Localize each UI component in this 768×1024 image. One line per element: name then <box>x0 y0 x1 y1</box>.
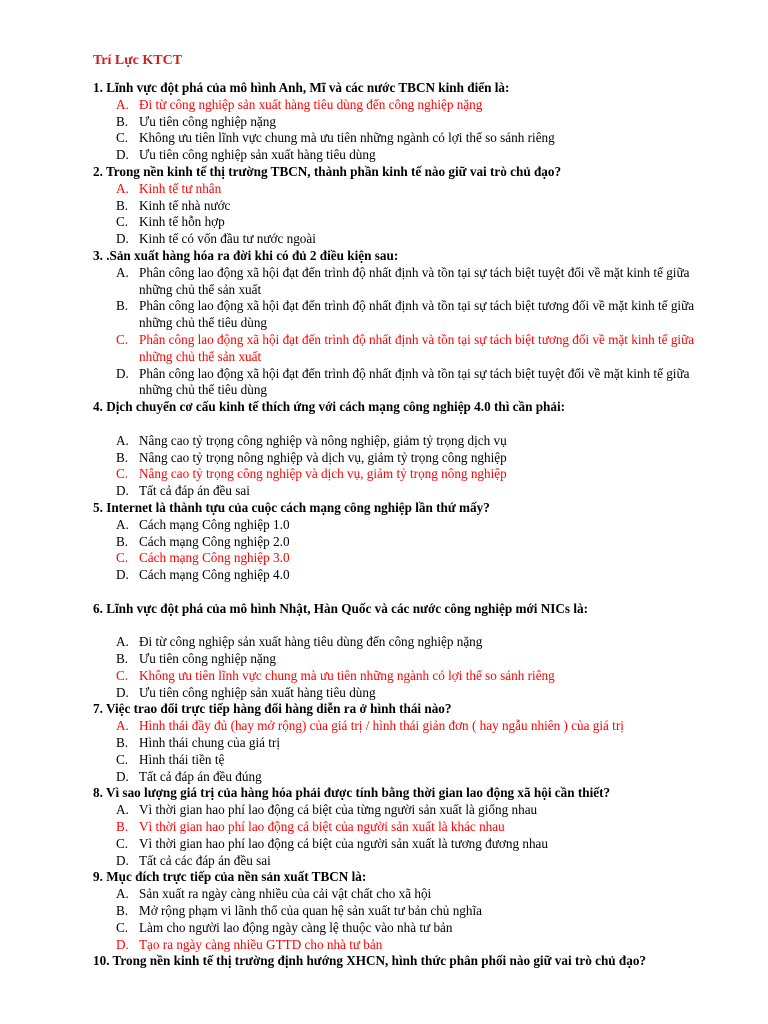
answer-option <box>93 937 718 954</box>
option-text: Kinh tế nhà nước <box>139 197 231 213</box>
option-letter: C. <box>116 331 129 347</box>
option-letter: C. <box>116 835 129 851</box>
question-text: 6. Lĩnh vực đột phá của mô hình Nhật, Hàn Quốc và các nước công nghiệp mới NICs là: <box>93 600 588 616</box>
answer-option <box>93 517 718 534</box>
option-text: Tạo ra ngày càng nhiều GTTD cho nhà tư bản <box>139 936 383 952</box>
option-letter: D. <box>116 684 129 700</box>
option-letter: D. <box>116 231 129 247</box>
answer-option <box>93 181 718 198</box>
answer-option <box>93 886 718 903</box>
option-text: Nâng cao tỷ trọng công nghiệp và dịch vụ, giảm tỷ trọng nông nghiệp <box>139 466 507 482</box>
option-letter: A. <box>116 516 129 532</box>
option-text: Tất cả đáp án đều sai <box>139 483 250 499</box>
option-letter: A. <box>116 432 129 448</box>
answer-option <box>93 752 718 769</box>
option-text: Vì thời gian hao phí lao động cá biệt của người sản xuất là tương đương nhau <box>139 835 548 851</box>
option-letter: C. <box>116 751 129 767</box>
option-letter: C. <box>116 130 129 146</box>
option-text: Kinh tế tư nhân <box>139 180 222 196</box>
question-block <box>93 399 718 500</box>
answer-option <box>93 265 718 299</box>
option-letter: A. <box>116 886 129 902</box>
question-text: 8. Vì sao lượng giá trị của hàng hóa phải được tính bằng thời gian lao động xã hội cần thiết? <box>93 785 611 801</box>
option-letter: D. <box>116 852 129 868</box>
option-text: Phân công lao động xã hội đạt đến trình độ nhất định và tồn tại sự tách biệt tuyệt đối về mặt kinh tế giữa những chủ thể sản xuất <box>139 264 690 297</box>
question-block <box>93 953 718 970</box>
answer-option <box>93 685 718 702</box>
option-letter: B. <box>116 298 129 314</box>
option-letter: B. <box>116 449 129 465</box>
option-text: Hình thái đầy đủ (hay mở rộng) của giá trị / hình thái giản đơn ( hay ngẫu nhiên ) của giá trị <box>139 718 624 734</box>
option-text: Mở rộng phạm vi lãnh thổ của quan hệ sản xuất tư bản chủ nghĩa <box>139 903 482 919</box>
question-list <box>93 80 718 970</box>
option-letter: B. <box>116 903 129 919</box>
option-letter: B. <box>116 735 129 751</box>
answer-option <box>93 114 718 131</box>
answer-option <box>93 147 718 164</box>
option-letter: C. <box>116 550 129 566</box>
option-text: Phân công lao động xã hội đạt đến trình độ nhất định và tồn tại sự tách biệt tương đối về mặt kinh tế giữa những chủ thể sản xuất <box>139 331 695 364</box>
option-letter: D. <box>116 936 129 952</box>
option-letter: A. <box>116 634 129 650</box>
option-letter: A. <box>116 96 129 112</box>
question-text: 7. Việc trao đổi trực tiếp hàng đổi hàng diễn ra ở hình thái nào? <box>93 701 452 717</box>
option-text: Hình thái tiền tệ <box>139 751 225 767</box>
option-letter: C. <box>116 667 129 683</box>
option-letter: B. <box>116 819 129 835</box>
option-letter: C. <box>116 919 129 935</box>
answer-option <box>93 332 718 366</box>
question-block <box>93 164 718 248</box>
question-block <box>93 869 718 953</box>
answer-option <box>93 836 718 853</box>
option-text: Ưu tiên công nghiệp nặng <box>139 113 276 129</box>
blank-line <box>93 584 718 601</box>
option-text: Nâng cao tỷ trọng công nghiệp và nông nghiệp, giảm tỷ trọng dịch vụ <box>139 432 507 448</box>
option-text: Kinh tế hỗn hợp <box>139 214 225 230</box>
option-text: Phân công lao động xã hội đạt đến trình độ nhất định và tồn tại sự tách biệt tuyệt đối về mặt kinh tế giữa những chủ thể tiêu dùng <box>139 365 690 398</box>
question-block <box>93 248 718 399</box>
question-block <box>93 601 718 702</box>
answer-option <box>93 903 718 920</box>
option-text: Ưu tiên công nghiệp nặng <box>139 651 276 667</box>
option-letter: D. <box>116 147 129 163</box>
option-text: Không ưu tiên lĩnh vực chung mà ưu tiên những ngành có lợi thế so sánh riêng <box>139 667 555 683</box>
answer-option <box>93 298 718 332</box>
answer-option <box>93 198 718 215</box>
option-text: Nâng cao tỷ trọng nông nghiệp và dịch vụ, giảm tỷ trọng công nghiệp <box>139 449 507 465</box>
question-block <box>93 701 718 785</box>
option-text: Cách mạng Công nghiệp 3.0 <box>139 550 290 566</box>
option-letter: A. <box>116 180 129 196</box>
answer-option <box>93 466 718 483</box>
option-letter: A. <box>116 802 129 818</box>
answer-option <box>93 802 718 819</box>
answer-option <box>93 231 718 248</box>
option-letter: D. <box>116 365 129 381</box>
question-text: 3. .Sản xuất hàng hóa ra đời khi có đủ 2 điều kiện sau: <box>93 247 399 263</box>
question-text: 5. Internet là thành tựu của cuộc cách mạng công nghiệp lần thứ mấy? <box>93 499 490 515</box>
question-block <box>93 785 718 869</box>
option-text: Cách mạng Công nghiệp 2.0 <box>139 533 290 549</box>
answer-option <box>93 634 718 651</box>
option-text: Cách mạng Công nghiệp 4.0 <box>139 567 290 583</box>
answer-option <box>93 97 718 114</box>
answer-option <box>93 450 718 467</box>
option-letter: A. <box>116 264 129 280</box>
answer-option <box>93 853 718 870</box>
answer-option <box>93 668 718 685</box>
question-text: 4. Dịch chuyển cơ cấu kinh tế thích ứng với cách mạng công nghiệp 4.0 thì cần phải: <box>93 399 566 415</box>
option-text: Phân công lao động xã hội đạt đến trình độ nhất định và tồn tại sự tách biệt tương đối về mặt kinh tế giữa những chủ thể tiêu dùng <box>139 298 695 331</box>
answer-option <box>93 483 718 500</box>
answer-option <box>93 651 718 668</box>
option-letter: B. <box>116 651 129 667</box>
option-letter: D. <box>116 483 129 499</box>
question-block <box>93 80 718 164</box>
option-text: Sản xuất ra ngày càng nhiều của cải vật chất cho xã hội <box>139 886 432 902</box>
question-text: 10. Trong nền kinh tế thị trường định hướng XHCN, hình thức phân phối nào giữ vai trò chủ đạo? <box>93 953 647 969</box>
answer-option <box>93 433 718 450</box>
option-letter: B. <box>116 113 129 129</box>
option-text: Vì thời gian hao phí lao động cá biệt của người sản xuất là khác nhau <box>139 819 505 835</box>
answer-option <box>93 920 718 937</box>
option-text: Không ưu tiên lĩnh vực chung mà ưu tiên những ngành có lợi thế so sánh riêng <box>139 130 555 146</box>
question-text: 9. Mục đích trực tiếp của nền sản xuất TBCN là: <box>93 869 367 885</box>
answer-option <box>93 366 718 400</box>
answer-option <box>93 534 718 551</box>
answer-option <box>93 567 718 584</box>
option-text: Ưu tiên công nghiệp sản xuất hàng tiêu dùng <box>139 147 376 163</box>
option-text: Tất cả đáp án đều đúng <box>139 768 262 784</box>
option-text: Tất cả các đáp án đều sai <box>139 852 271 868</box>
blank-line <box>93 618 718 635</box>
option-text: Đi từ công nghiệp sản xuất hàng tiêu dùng đến công nghiệp nặng <box>139 96 483 112</box>
answer-option <box>93 214 718 231</box>
option-text: Kinh tế có vốn đầu tư nước ngoài <box>139 231 316 247</box>
question-block <box>93 500 718 601</box>
question-text: 2. Trong nền kinh tế thị trường TBCN, thành phần kinh tế nào giữ vai trò chủ đạo? <box>93 163 562 179</box>
answer-option <box>93 130 718 147</box>
answer-option <box>93 735 718 752</box>
option-letter: C. <box>116 466 129 482</box>
option-text: Cách mạng Công nghiệp 1.0 <box>139 516 290 532</box>
option-letter: B. <box>116 533 129 549</box>
answer-option <box>93 718 718 735</box>
option-text: Làm cho người lao động ngày càng lệ thuộc vào nhà tư bản <box>139 919 453 935</box>
option-letter: D. <box>116 567 129 583</box>
answer-option <box>93 550 718 567</box>
option-text: Hình thái chung của giá trị <box>139 735 280 751</box>
option-text: Vì thời gian hao phí lao động cá biệt của từng người sản xuất là giống nhau <box>139 802 538 818</box>
option-letter: A. <box>116 718 129 734</box>
question-text: 1. Lĩnh vực đột phá của mô hình Anh, Mĩ và các nước TBCN kinh điển là: <box>93 80 510 95</box>
answer-option <box>93 819 718 836</box>
option-letter: D. <box>116 768 129 784</box>
option-letter: C. <box>116 214 129 230</box>
option-text: Đi từ công nghiệp sản xuất hàng tiêu dùng đến công nghiệp nặng <box>139 634 483 650</box>
answer-option <box>93 769 718 786</box>
option-text: Ưu tiên công nghiệp sản xuất hàng tiêu dùng <box>139 684 376 700</box>
option-letter: B. <box>116 197 129 213</box>
blank-line <box>93 416 718 433</box>
document-title: Trí Lực KTCT <box>93 53 183 68</box>
